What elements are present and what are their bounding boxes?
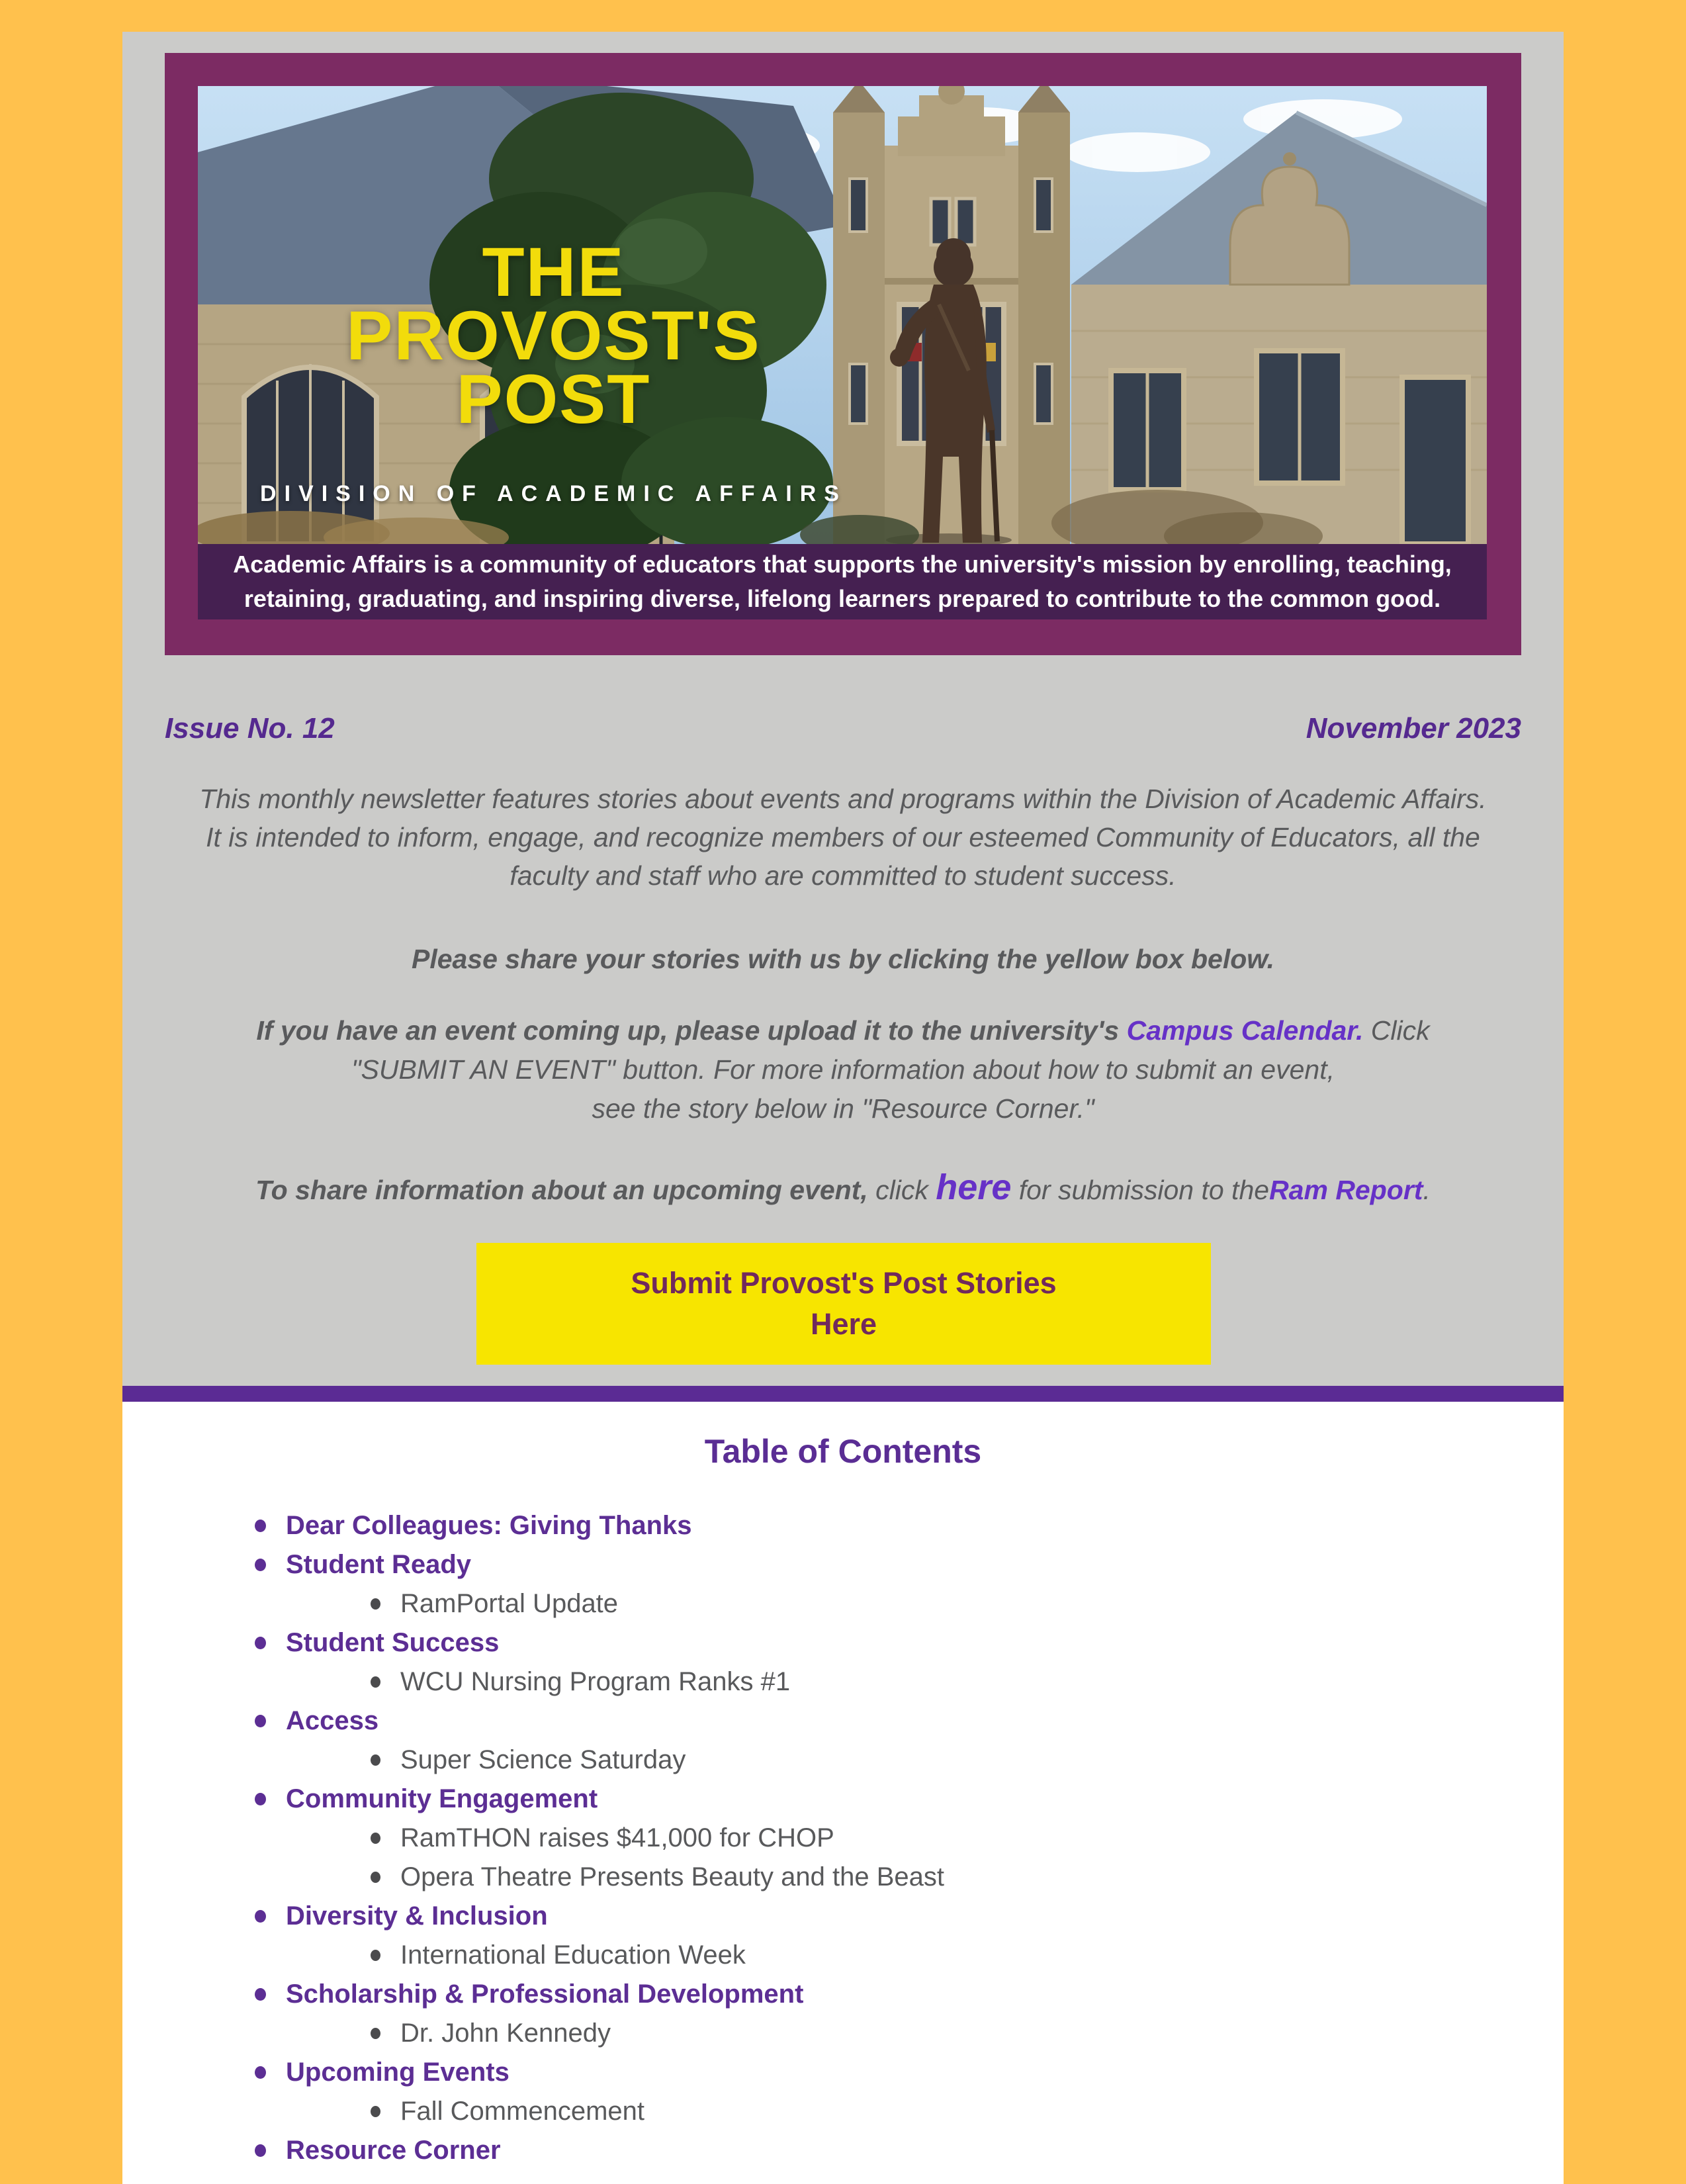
bullet-icon [371,1598,380,1610]
campus-calendar-link[interactable]: Campus Calendar. [1126,1015,1364,1046]
mission-banner [198,544,1487,619]
bullet-icon [255,1637,266,1649]
bullet-icon [255,1559,266,1571]
toc-subitem [255,1584,944,1623]
bullet-icon [255,1520,266,1532]
toc-item-label: Opera Theatre Presents Beauty and the Beast [400,1862,944,1891]
bullet-icon [371,1872,380,1883]
toc-item[interactable] [255,1897,944,1936]
banner-title-line3: POST [456,361,651,438]
bullet-icon [255,1910,266,1923]
ram-report-mid: for submission to the [1018,1175,1270,1205]
submit-stories-button[interactable] [476,1243,1211,1365]
issue-row [122,712,1564,745]
toc-subitem [255,1936,944,1975]
toc-item-label: RamPortal Update [400,1589,619,1618]
toc-item[interactable] [255,1975,944,2014]
toc-item-label: Resource Corner [286,2136,501,2165]
mission-text: Academic Affairs is a community of educators that supports the university's mission by enrolling, teaching, retaining, graduating, and inspiring diverse, lifelong learners prepared to contribute to the common good. [233,551,1452,612]
ram-report-period: . [1423,1175,1431,1205]
toc-item-label: Dr. John Kennedy [400,2019,611,2048]
toc-item-label: Student Success [286,1628,500,1657]
intro-paragraph: This monthly newsletter features stories about events and programs within the Division of Academic Affairs. It is intended to inform, engage, and recognize members of our esteemed Community of Educators, all the faculty and staff who are committed to student success. [199,784,1487,891]
bullet-icon [371,1833,380,1844]
toc-heading: Table of Contents [704,1433,982,1470]
event-line1-bold: If you have an event coming up, please upload it to the university's [256,1015,1120,1046]
newsletter-body-panel [122,32,1564,1386]
toc-section [122,1402,1564,2184]
toc-item[interactable] [255,1545,944,1584]
ram-report-click: click [875,1175,928,1205]
toc-item[interactable] [255,2131,944,2170]
bullet-icon [371,1676,380,1688]
section-divider [122,1386,1564,1402]
bullet-icon [371,2028,380,2039]
ram-report-bold: To share information about an upcoming event, [255,1175,868,1205]
banner-frame [165,53,1521,655]
issue-date: November 2023 [1306,712,1521,745]
share-stories-line: Please share your stories with us by clicking the yellow box below. [411,944,1275,974]
toc-item-label: Fall Commencement [400,2097,645,2126]
toc-list [255,1506,944,2170]
toc-item-label: Scholarship & Professional Development [286,1979,804,2009]
banner-title-line1: THE [482,234,625,311]
toc-item-label: Super Science Saturday [400,1745,686,1774]
here-link[interactable]: here [936,1167,1012,1207]
toc-item[interactable] [255,1702,944,1741]
toc-item[interactable] [255,1506,944,1545]
toc-item[interactable] [255,1780,944,1819]
event-line1-after: Click [1370,1015,1430,1046]
event-paragraph-line2: "SUBMIT AN EVENT" button. For more information about how to submit an event, [351,1054,1335,1085]
toc-item[interactable] [255,1623,944,1662]
issue-number: Issue No. 12 [165,712,335,745]
bullet-icon [255,1988,266,2001]
banner-subtitle: DIVISION OF ACADEMIC AFFAIRS [260,481,847,506]
toc-item-label: Community Engagement [286,1784,598,1813]
bullet-icon [255,2066,266,2079]
toc-subitem [255,1662,944,1702]
toc-item-label: Diversity & Inclusion [286,1901,548,1931]
event-paragraph-line3: see the story below in "Resource Corner." [592,1093,1094,1124]
banner-title-line2: PROVOST'S [346,297,761,375]
bullet-icon [371,1754,380,1766]
toc-item-label: RamTHON raises $41,000 for CHOP [400,1823,834,1852]
banner-title [198,234,909,525]
toc-item-label: Upcoming Events [286,2058,510,2087]
toc-subitem [255,2014,944,2053]
bullet-icon [255,2144,266,2157]
ram-report-link[interactable]: Ram Report [1269,1175,1423,1205]
bullet-icon [255,1715,266,1727]
toc-subitem [255,1741,944,1780]
toc-subitem [255,2092,944,2131]
toc-item-label: WCU Nursing Program Ranks #1 [400,1667,791,1696]
bullet-icon [371,1950,380,1961]
toc-item[interactable] [255,2053,944,2092]
bullet-icon [255,1793,266,1805]
submit-button-line2: Here [810,1307,877,1341]
ram-report-line [195,1168,1491,1209]
bullet-icon [371,2106,380,2117]
toc-subitem [255,1858,944,1897]
event-upload-paragraph [195,1011,1491,1128]
event-paragraph-line1 [195,1011,1491,1050]
toc-item-label: Access [286,1706,379,1735]
toc-item-label: International Education Week [400,1940,746,1970]
toc-subitem [255,1819,944,1858]
toc-item-label: Student Ready [286,1550,472,1579]
toc-item-label: Dear Colleagues: Giving Thanks [286,1511,692,1540]
submit-button-line1: Submit Provost's Post Stories [631,1266,1057,1300]
